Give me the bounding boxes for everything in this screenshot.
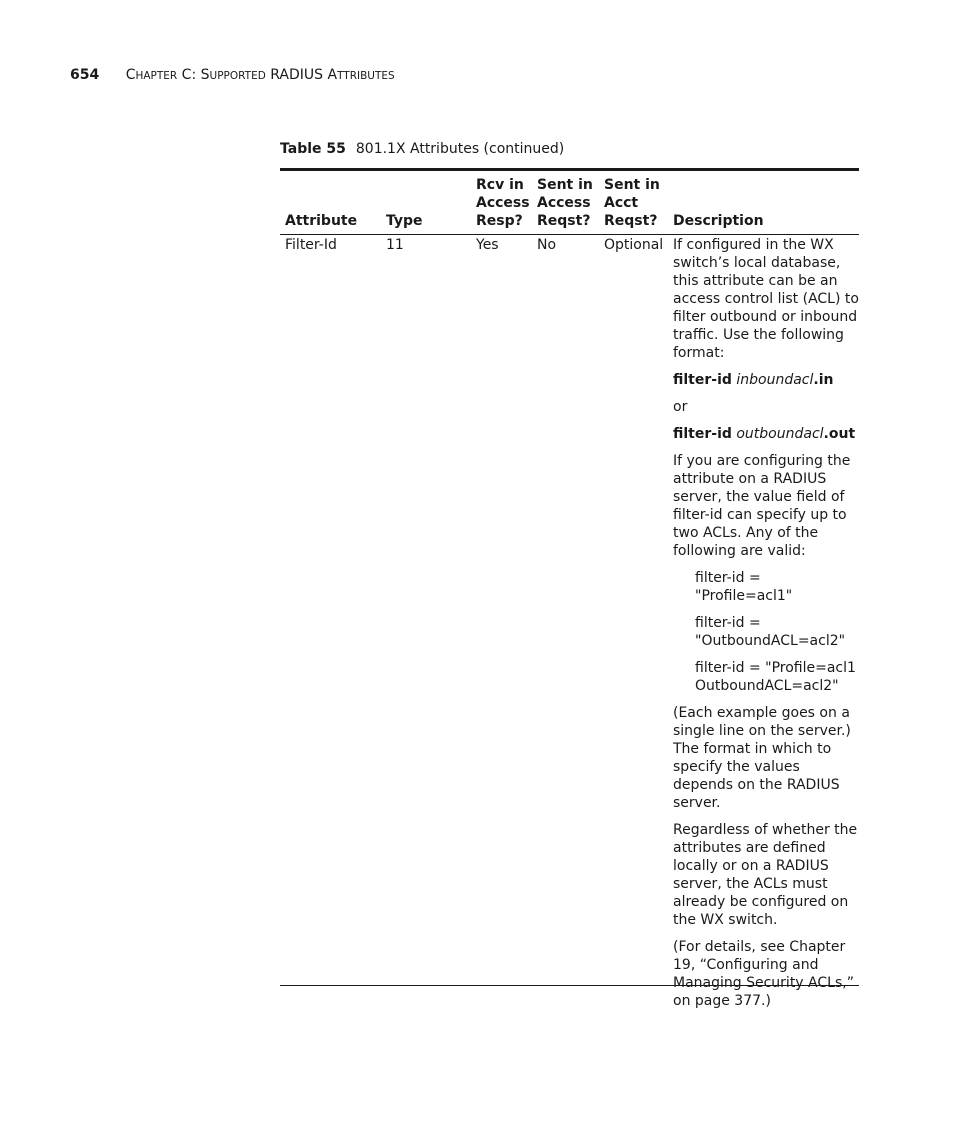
table-caption-label: Table 55 xyxy=(280,141,346,157)
cell-rcv-in-access-resp: Yes xyxy=(476,237,499,253)
cell-sent-in-access-reqst: No xyxy=(537,237,557,253)
description-crossref: (For details, see Chapter 19, “Configuring and Managing Security ACLs,” on page 377.) xyxy=(673,939,854,1009)
description-note: (Each example goes on a single line on the server.) The format in which to specify the values depends on the RADIUS server. xyxy=(673,705,851,811)
attributes-table xyxy=(280,168,859,1009)
running-head xyxy=(70,67,395,83)
format-or: or xyxy=(673,399,688,415)
description-intro: If configured in the WX switch’s local database, this attribute can be an access control list (ACL) to filter outbound or inbound traffic. Use the following format: xyxy=(673,237,859,361)
format-inbound: filter-id inboundacl.in xyxy=(673,372,834,388)
cell-attribute: Filter-Id xyxy=(285,237,337,253)
table-header-row xyxy=(280,171,859,234)
cell-description xyxy=(673,236,859,1019)
table-caption-title: 801.1X Attributes (continued) xyxy=(355,141,565,157)
cell-sent-in-acct-reqst: Optional xyxy=(604,237,664,253)
chapter-title: CHAPTER C: SUPPORTED RADIUS ATTRIBUTES xyxy=(125,67,395,83)
header-sent-in-access-reqst: Sent in Access Reqst? xyxy=(537,177,593,229)
table-caption xyxy=(280,141,564,157)
page-number: 654 xyxy=(70,67,100,83)
header-description: Description xyxy=(673,213,764,229)
example-1: filter-id = "Profile=acl1" xyxy=(695,570,793,604)
format-outbound: filter-id outboundacl.out xyxy=(673,426,856,442)
description-radius: If you are configuring the attribute on a RADIUS server, the value field of filter-id can specify up to two ACLs. Any of the following are valid: xyxy=(673,453,851,559)
example-2: filter-id = "OutboundACL=acl2" xyxy=(695,615,846,649)
header-rcv-in-access-resp: Rcv in Access Resp? xyxy=(476,177,530,229)
table-row xyxy=(280,235,859,1009)
header-attribute: Attribute xyxy=(285,213,358,229)
header-sent-in-acct-reqst: Sent in Acct Reqst? xyxy=(604,177,660,229)
header-type: Type xyxy=(386,213,423,229)
cell-type: 11 xyxy=(386,237,404,253)
example-3: filter-id = "Profile=acl1 OutboundACL=acl2" xyxy=(695,660,856,694)
description-prereq: Regardless of whether the attributes are defined locally or on a RADIUS server, the ACLs must already be configured on the WX switch. xyxy=(673,822,858,928)
